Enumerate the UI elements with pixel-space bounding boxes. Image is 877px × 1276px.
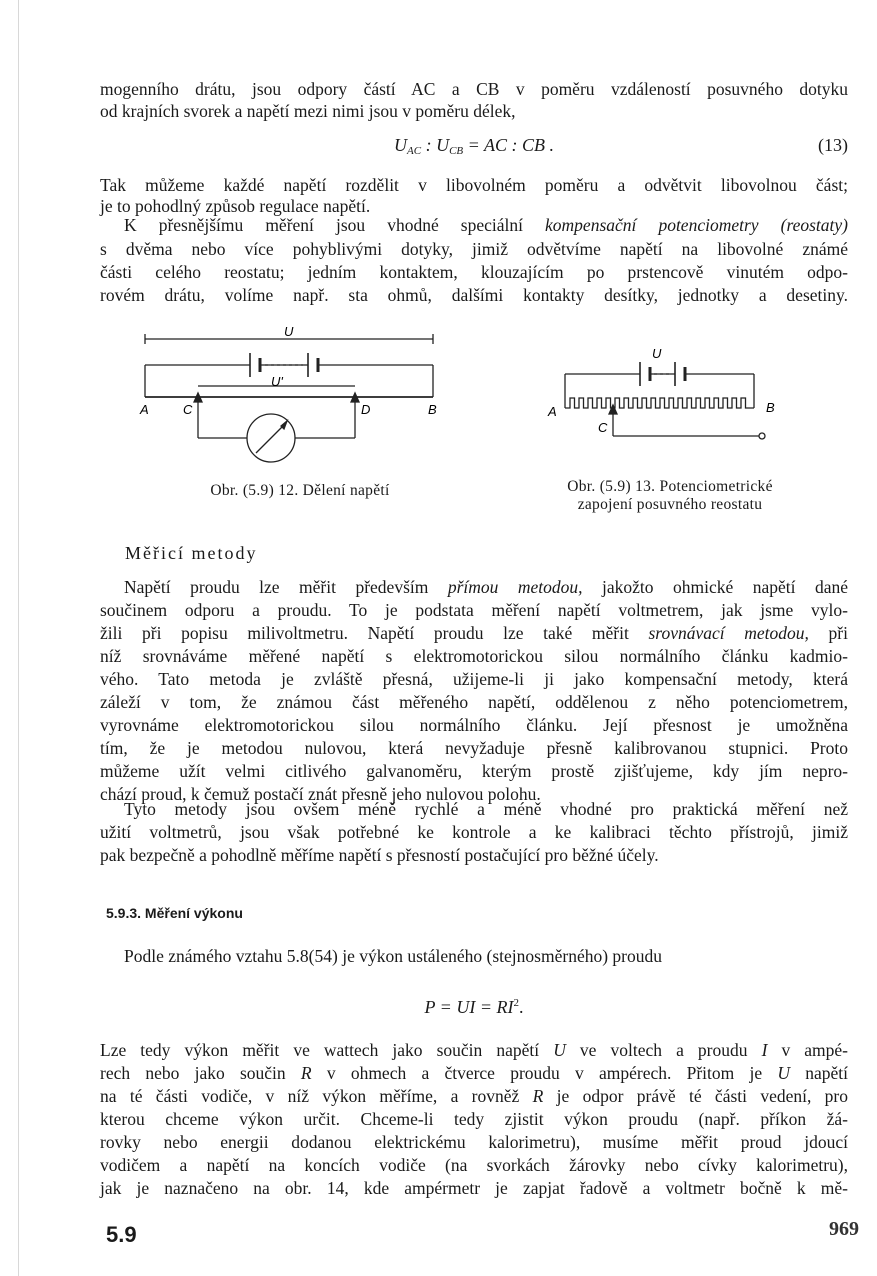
italic-var: U [553,1040,566,1060]
italic-term: srovnávací metodou, [648,623,809,643]
label-b: B [766,400,775,415]
label-d: D [361,402,371,417]
text-line [100,577,848,598]
eq-u: U [394,135,408,155]
text-run: K přesnějšímu měření jsou vhodné speciální [124,215,546,235]
text-run: napětí [790,1063,848,1083]
italic-var: R [300,1063,312,1083]
text-run: Lze tedy výkon měřit ve wattech jako součin napětí [100,1040,554,1060]
caption-line: Obr. (5.9) 13. Potenciometrické [567,478,773,495]
text-line: užití voltmetrů, jsou však potřebné ke kontrole a ke kalibraci těchto přístrojů, jimiž [100,822,848,842]
text-line: vodičem a napětí na koncích vodiče (na svorkách žárovky nebo cívky kalorimetru), [100,1155,848,1175]
eq-colon: : [421,135,437,155]
label-c: C [598,420,608,435]
subsection-title: Měřicí metody [125,543,258,563]
figure-12-diagram [130,320,450,470]
text-line: jak je naznačeno na obr. 14, kde ampérmetr je zapjat řadově a voltmetr bočně k mě- [100,1178,848,1198]
eq-sub-ac: AC [407,145,422,157]
text-run: jakožto ohmické napětí dané [582,577,849,597]
text-line: Podle známého vztahu 5.8(54) je výkon ustáleného (stejnosměrného) proudu [124,946,662,966]
eq-main: P = UI = RI [424,997,514,1017]
label-u: U [284,324,294,339]
text-run: žili při popisu milivoltmetru. Napětí proudu lze také měřit [100,623,649,643]
text-line: Tyto metody jsou ovšem méně rychlé a méně vhodné pro praktická měření než [124,799,848,819]
text-line: s dvěma nebo více pohyblivými dotyky, jimiž odvětvíme napětí na libovolné známé [100,239,848,259]
figure-13-caption [510,478,830,514]
text-line [100,1040,848,1061]
text-line: je to pohodlný způsob regulace napětí. [100,196,371,216]
chapter-number: 5.9 [106,1222,137,1247]
text-line: rovém drátu, volíme např. sta ohmů, dalšími kontakty desítky, jednotky a desetiny. [100,285,848,305]
label-u-prime: U' [271,374,283,389]
caption-line: zapojení posuvného reostatu [577,496,763,513]
text-line: pak bezpečně a pohodlně měříme napětí s přesností postačující pro běžné účely. [100,845,659,865]
equation-13 [100,134,848,162]
text-line: chází proud, k čemuž postačí znát přesně jeho nulovou polohu. [100,784,541,804]
italic-term: kompensační potenciometry (reostaty) [545,215,848,235]
text-line [100,1086,848,1107]
text-line: níž srovnáváme měřené napětí s elektromotorickou silou normálního článku kadmio- [100,646,848,666]
equation-power [100,992,848,1018]
eq-sup: 2 [513,997,519,1009]
text-line [100,215,848,236]
text-line: mogenního drátu, jsou odpory částí AC a CB v poměru vzdáleností posuvného dotyku [100,79,848,99]
italic-var: R [532,1086,544,1106]
equation-number: (13) [818,135,848,155]
text-run: v ohmech a čtverce proudu v ampérech. Přitom je [311,1063,778,1083]
eq-end: . [518,997,524,1017]
section-heading: 5.9.3. Měření výkonu [106,905,243,921]
text-line: od krajních svorek a napětí mezi nimi jsou v poměru délek, [100,101,516,121]
label-b: B [428,402,437,417]
text-line: tím, že je metodou nulovou, která nevyžaduje přesně kalibrovanou stupnici. Proto [100,738,848,758]
text-line: součinem odporu a proudu. To je podstata měření napětí voltmetrem, jak jsme vylo- [100,600,848,620]
page-number: 969 [829,1218,859,1240]
label-c: C [183,402,193,417]
text-line: vého. Tato metoda je zvláště přesná, užijeme-li ji jako kompensační metody, která [100,669,848,689]
text-line: můžeme užít velmi citlivého galvanoměru, kterým prostě zjišťujeme, kdy jím nepro- [100,761,848,781]
figure-13-diagram [540,340,800,450]
italic-term: přímou metodou, [447,577,583,597]
italic-var: I [761,1040,768,1060]
text-line [100,623,848,644]
text-run: Napětí proudu lze měřit především [124,577,448,597]
eq-sub-cb: CB [449,145,464,157]
page-edge [18,0,19,1276]
text-line [100,1063,848,1084]
label-a: A [140,402,149,417]
text-line: záleží v tom, že známou část měřeného napětí, oddělenou z něho potenciometrem, [100,692,848,712]
text-line: rovky nebo energii dodanou elektrickému kalorimetru), musíme měřit proud jdoucí [100,1132,848,1152]
text-run: v ampé- [767,1040,849,1060]
figure-12-caption: Obr. (5.9) 12. Dělení napětí [210,482,390,499]
text-run: je odpor právě té části vedení, pro [543,1086,848,1106]
text-line: části celého reostatu; jedním kontaktem, klouzajícím po prstencově vinutém odpo- [100,262,848,282]
text-run: rech nebo jako součin [100,1063,301,1083]
rheostat-coil [565,398,754,408]
text-run: ve voltech a proudu [565,1040,762,1060]
eq-rhs: = AC : CB . [463,135,554,155]
label-u: U [652,346,662,361]
terminal [759,433,765,439]
text-line: kterou chceme výkon určit. Chceme-li tedy zjistit výkon proudu (např. příkon žá- [100,1109,848,1129]
text-line: Tak můžeme každé napětí rozdělit v libovolném poměru a odvětvit libovolnou část; [100,175,848,195]
text-line: vyrovnáme elektromotorickou silou normálního článku. Její přesnost je umožněna [100,715,848,735]
label-a: A [548,404,557,419]
text-run: na té části vodiče, v níž výkon měříme, a rovněž [100,1086,533,1106]
text-run: při [808,623,848,643]
eq-u2: U [436,135,450,155]
italic-var: U [777,1063,790,1083]
